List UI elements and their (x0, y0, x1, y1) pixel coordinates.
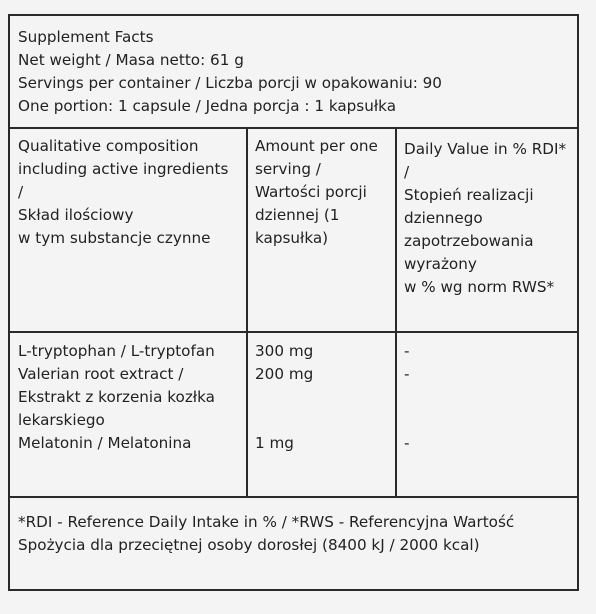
ingredient-daily-value: - (404, 365, 410, 383)
ingredient-name: Melatonin / Melatonina (18, 434, 192, 452)
ingredient-daily-value: - (404, 434, 410, 452)
column-divider-2-body (395, 333, 397, 496)
column-header-amount (255, 135, 393, 250)
footnote-line: *RDI - Reference Daily Intake in % / *RWS - Referencyjna Wartość (18, 513, 515, 531)
column-divider-1 (246, 127, 248, 333)
supplement-facts-panel (8, 14, 579, 591)
column-header-daily-value-line: Stopień realizacji (404, 186, 534, 204)
ingredient-amount: 1 mg (255, 434, 294, 452)
servings-per-container: Servings per container / Liczba porcji w opakowaniu: 90 (18, 74, 442, 92)
column-header-amount-line: dziennej (1 (255, 206, 340, 224)
ingredient-name: L-tryptophan / L-tryptofan (18, 342, 215, 360)
divider-ingredients (10, 496, 577, 498)
column-header-daily-value-line: dziennego (404, 209, 483, 227)
divider-header (10, 127, 577, 129)
ingredient-name: Ekstrakt z korzenia kozłka (18, 388, 215, 406)
column-header-amount-line: kapsułka) (255, 229, 329, 247)
column-header-daily-value (404, 138, 574, 299)
ingredient-name: lekarskiego (18, 411, 105, 429)
column-header-composition-line: including active ingredients (18, 160, 229, 178)
column-header-daily-value-line: w % wg norm RWS* (404, 278, 555, 296)
ingredient-names (18, 340, 243, 455)
column-header-composition (18, 135, 243, 250)
net-weight: Net weight / Masa netto: 61 g (18, 51, 244, 69)
panel-title: Supplement Facts (18, 28, 154, 46)
column-header-daily-value-line: / (404, 163, 410, 181)
column-header-composition-line: Skład ilościowy (18, 206, 134, 224)
column-header-amount-line: Wartości porcji (255, 183, 367, 201)
ingredient-amount: 200 mg (255, 365, 314, 383)
ingredient-amount: 300 mg (255, 342, 314, 360)
column-header-amount-line: serving / (255, 160, 321, 178)
column-header-composition-line: Qualitative composition (18, 137, 199, 155)
footnote-line: Spożycia dla przeciętnej osoby dorosłej (8400 kJ / 2000 kcal) (18, 536, 480, 554)
divider-column-headers (10, 331, 577, 333)
column-header-amount-line: Amount per one (255, 137, 378, 155)
column-header-composition-line: w tym substancje czynne (18, 229, 211, 247)
column-divider-1-body (246, 333, 248, 496)
column-header-composition-line: / (18, 183, 24, 201)
ingredient-daily-value: - (404, 342, 410, 360)
serving-size: One portion: 1 capsule / Jedna porcja : 1 kapsułka (18, 97, 396, 115)
column-divider-2 (395, 127, 397, 333)
column-header-daily-value-line: Daily Value in % RDI* (404, 140, 567, 158)
column-header-daily-value-line: zapotrzebowania (404, 232, 534, 250)
ingredient-name: Valerian root extract / (18, 365, 184, 383)
column-header-daily-value-line: wyrażony (404, 255, 477, 273)
